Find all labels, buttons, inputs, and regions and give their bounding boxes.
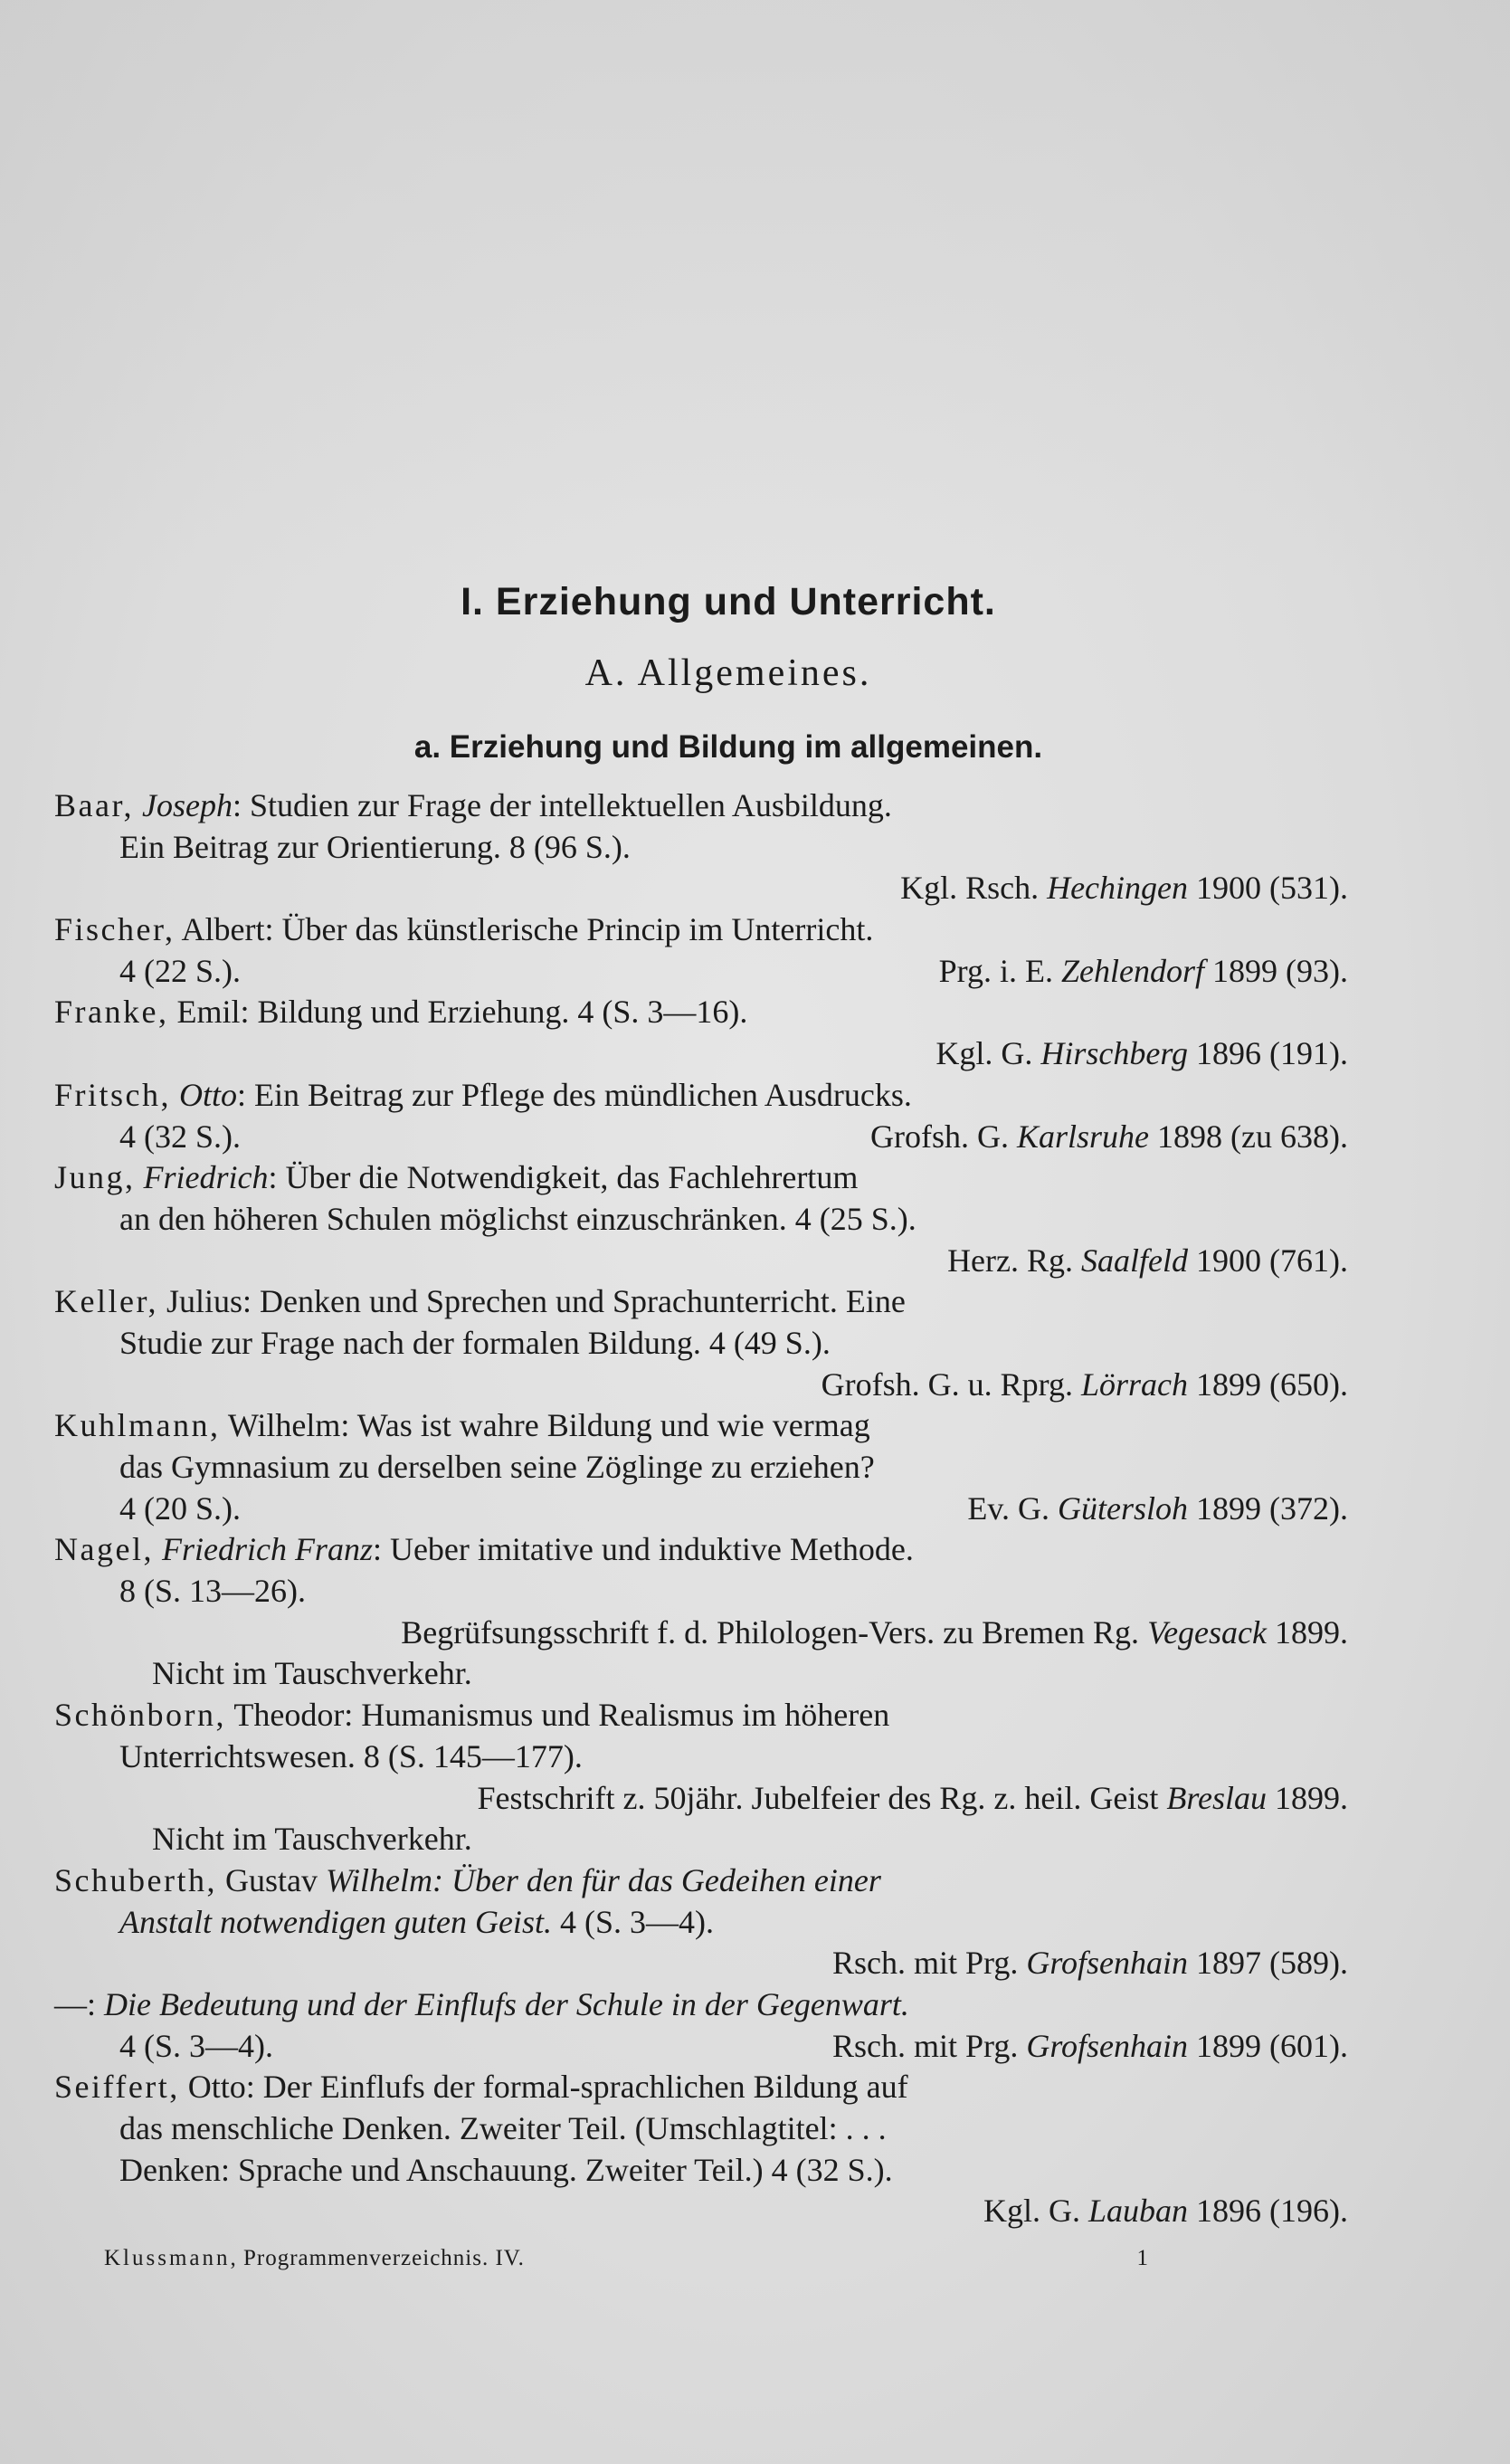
entry-line <box>54 827 1348 869</box>
entry-b: Friedrich Franz <box>161 1531 373 1568</box>
entry-a: Fritsch, <box>54 1076 172 1113</box>
entry-publication <box>832 1943 1348 1984</box>
entry-line <box>54 909 1348 951</box>
entry-a: Schuberth, <box>54 1861 217 1898</box>
entry-c: : Ein Beitrag zur Pflege des mündlichen Ausdrucks. <box>237 1076 912 1113</box>
entry-line <box>54 1571 1348 1613</box>
entry-r2: Saalfeld <box>1081 1242 1189 1279</box>
entry-publication <box>967 1489 1348 1530</box>
entry-line <box>54 1943 1348 1984</box>
entry-r2: Gütersloh <box>1058 1489 1189 1527</box>
entry-a: Nagel, <box>54 1531 154 1568</box>
entry-r3: 1899 (93). <box>1204 952 1348 989</box>
entry-r1: Prg. i. E. <box>938 952 1062 989</box>
entry-r2: Lörrach <box>1080 1365 1189 1403</box>
entry-r1: Festschrift z. 50jähr. Jubelfeier des Rg. z. heil. Geist <box>477 1779 1167 1816</box>
entry-r2: Vegesack <box>1147 1613 1267 1651</box>
entry-line <box>54 1157 1348 1199</box>
entry-publication <box>939 951 1348 993</box>
entry-r3: 1898 (zu 638). <box>1149 1118 1348 1155</box>
entry-r3: 1899 (372). <box>1188 1489 1348 1527</box>
page-number: 1 <box>1136 2246 1149 2270</box>
entry-r2: Grofsenhain <box>1026 2027 1189 2064</box>
entry-r2: Karlsruhe <box>1017 1118 1150 1155</box>
entry-dash: —: <box>54 1985 105 2022</box>
entry-line <box>54 1281 1348 1323</box>
entry-l2: Denken: Sprache und Anschauung. Zweiter Teil.) 4 (32 S.). <box>119 2151 893 2188</box>
entry-line <box>54 2067 1348 2108</box>
sub-subsection-heading: a. Erziehung und Bildung im allgemeinen. <box>413 729 1043 765</box>
entry-r2: Zehlendorf <box>1061 952 1205 989</box>
entry-l: 4 (32 S.). <box>119 1118 241 1155</box>
entry-r3: 1899. <box>1267 1613 1348 1651</box>
entry-r1: Kgl. Rsch. <box>900 870 1048 907</box>
entry-c: Gustav <box>216 1861 326 1898</box>
entry-b: Joseph <box>142 787 233 823</box>
entry-c: Emil: Bildung und Erziehung. 4 (S. 3—16). <box>168 994 748 1031</box>
entry-line <box>54 1117 1348 1158</box>
entry-r1: Kgl. G. <box>983 2193 1088 2230</box>
subsection-heading: A. Allgemeines. <box>584 652 872 694</box>
entry-li: Anstalt notwendigen guten Geist. <box>119 1903 552 1940</box>
entry-c: : Studien zur Frage der intellektuellen Ausbildung. <box>232 787 892 823</box>
entry-publication <box>478 1778 1348 1820</box>
entry-line <box>54 1241 1348 1282</box>
entry-publication <box>870 1117 1348 1158</box>
content <box>54 570 1348 2232</box>
entry-r2: Lauban <box>1087 2193 1189 2230</box>
entry-l2: Studie zur Frage nach der formalen Bildung. 4 (49 S.). <box>119 1324 831 1361</box>
entry-line <box>54 1033 1348 1075</box>
entry-line <box>54 1819 1348 1860</box>
entry-r1: Ev. G. <box>967 1489 1059 1527</box>
entry-r2: Hirschberg <box>1040 1035 1189 1072</box>
entry-l2: 8 (S. 13—26). <box>119 1573 306 1610</box>
entry-r3: 1899. <box>1267 1779 1348 1816</box>
entry-line <box>54 1199 1348 1241</box>
entry-a: Keller, <box>54 1283 159 1320</box>
entry-r2: Breslau <box>1166 1779 1267 1816</box>
entry-r1: Rsch. mit Prg. <box>831 1945 1027 1982</box>
entry-line <box>54 1860 1348 1902</box>
entry-line <box>54 1984 1348 2026</box>
entry-publication <box>900 868 1348 909</box>
entry-publication <box>983 2191 1348 2232</box>
entry-l3: Nicht im Tauschverkehr. <box>152 1821 472 1858</box>
bibliography-entries <box>54 785 1348 2232</box>
entry-r2: Grofsenhain <box>1026 1945 1189 1982</box>
entry-a: Franke, <box>54 994 169 1031</box>
entry-line <box>54 1653 1348 1695</box>
entry-c: : Ueber imitative und induktive Methode. <box>372 1531 914 1568</box>
entry-d: : Über den für das Gedeihen einer <box>432 1861 881 1898</box>
entry-line <box>54 1695 1348 1736</box>
entry-l2: Ein Beitrag zur Orientierung. 8 (96 S.). <box>119 828 631 865</box>
section-heading: I. Erziehung und Unterricht. <box>461 580 996 623</box>
entry-r1: Grofsh. G. u. Rprg. <box>821 1365 1081 1403</box>
entry-publication <box>947 1241 1348 1282</box>
entry-line <box>54 1613 1348 1654</box>
entry-c: : Über die Notwendigkeit, das Fachlehrertum <box>268 1159 859 1196</box>
entry-line <box>54 1447 1348 1489</box>
entry-r3: 1900 (531). <box>1188 870 1348 907</box>
entry-r2: Hechingen <box>1047 870 1189 907</box>
entry-c: Albert: Über das künstlerische Princip im Unterricht. <box>175 911 874 948</box>
entry-r1: Rsch. mit Prg. <box>831 2027 1027 2064</box>
entry-publication <box>832 2026 1348 2068</box>
entry-l2: das menschliche Denken. Zweiter Teil. (Umschlagtitel: . . . <box>119 2110 887 2146</box>
entry-r1: Herz. Rg. <box>947 1242 1082 1279</box>
entry-b: Otto <box>179 1076 238 1113</box>
entry-line <box>54 868 1348 909</box>
entry-r3: 1899 (601). <box>1188 2027 1348 2064</box>
entry-line <box>54 1778 1348 1820</box>
entry-l3: Nicht im Tauschverkehr. <box>152 1655 472 1692</box>
entry-line <box>54 1489 1348 1530</box>
entry-l: 4 (S. 3—4). <box>119 2027 273 2064</box>
entry-r3: 1900 (761). <box>1188 1242 1348 1279</box>
entry-line <box>54 2191 1348 2232</box>
entry-r3: 1899 (650). <box>1188 1365 1348 1403</box>
entry-r1: Grofsh. G. <box>870 1118 1017 1155</box>
entry-line <box>54 992 1348 1033</box>
entry-c: Julius: Denken und Sprechen und Sprachunterricht. Eine <box>158 1283 906 1320</box>
entry-line <box>54 1405 1348 1447</box>
entry-line <box>54 1736 1348 1778</box>
entry-line <box>54 2026 1348 2068</box>
entry-r3: 1896 (191). <box>1188 1035 1348 1072</box>
entry-line <box>54 1529 1348 1571</box>
entry-line <box>54 785 1348 827</box>
entry-li: Die Bedeutung und der Einflufs der Schule in der Gegenwart. <box>104 1985 909 2022</box>
entry-c: Otto: Der Einflufs der formal-sprachlichen Bildung auf <box>179 2069 908 2106</box>
entry-l2: Unterrichtswesen. 8 (S. 145—177). <box>119 1737 583 1774</box>
entry-publication <box>821 1365 1348 1406</box>
entry-b: Wilhelm <box>325 1861 432 1898</box>
entry-line <box>54 2150 1348 2192</box>
entry-line <box>54 1365 1348 1406</box>
entry-a: Kuhlmann, <box>54 1407 221 1444</box>
footer-source: Klussmann, Programmenverzeichnis. IV. <box>104 2246 525 2270</box>
entry-l: 4 (20 S.). <box>119 1489 241 1527</box>
entry-c: Theodor: Humanismus und Realismus im höheren <box>226 1697 890 1734</box>
entry-a: Jung, <box>54 1159 136 1196</box>
entry-line <box>54 1075 1348 1117</box>
entry-l: 4 (22 S.). <box>119 952 241 989</box>
bleed-through-area <box>0 0 1510 579</box>
entry-c: Wilhelm: Was ist wahre Bildung und wie vermag <box>220 1407 870 1444</box>
entry-l2b: 4 (S. 3—4). <box>551 1903 714 1940</box>
entry-r1: Kgl. G. <box>935 1035 1041 1072</box>
entry-a: Schönborn, <box>54 1697 226 1734</box>
page-footer <box>104 2246 1149 2271</box>
entry-publication <box>935 1033 1348 1075</box>
entry-a: Baar, <box>54 787 135 823</box>
entry-r1: Begrüfsungsschrift f. d. Philologen-Vers. zu Bremen Rg. <box>401 1613 1148 1651</box>
entry-line <box>54 951 1348 993</box>
entry-publication <box>401 1613 1348 1654</box>
entry-a: Seiffert, <box>54 2069 180 2106</box>
entry-line <box>54 1323 1348 1365</box>
entry-line <box>54 1902 1348 1944</box>
entry-l2: an den höheren Schulen möglichst einzuschränken. 4 (25 S.). <box>119 1200 916 1237</box>
entry-a: Fischer, <box>54 911 176 948</box>
entry-l2: das Gymnasium zu derselben seine Zöglinge zu erziehen? <box>119 1449 875 1485</box>
entry-r3: 1897 (589). <box>1188 1945 1348 1982</box>
entry-r3: 1896 (196). <box>1188 2193 1348 2230</box>
entry-line <box>54 2108 1348 2150</box>
entry-b: Friedrich <box>143 1159 269 1196</box>
